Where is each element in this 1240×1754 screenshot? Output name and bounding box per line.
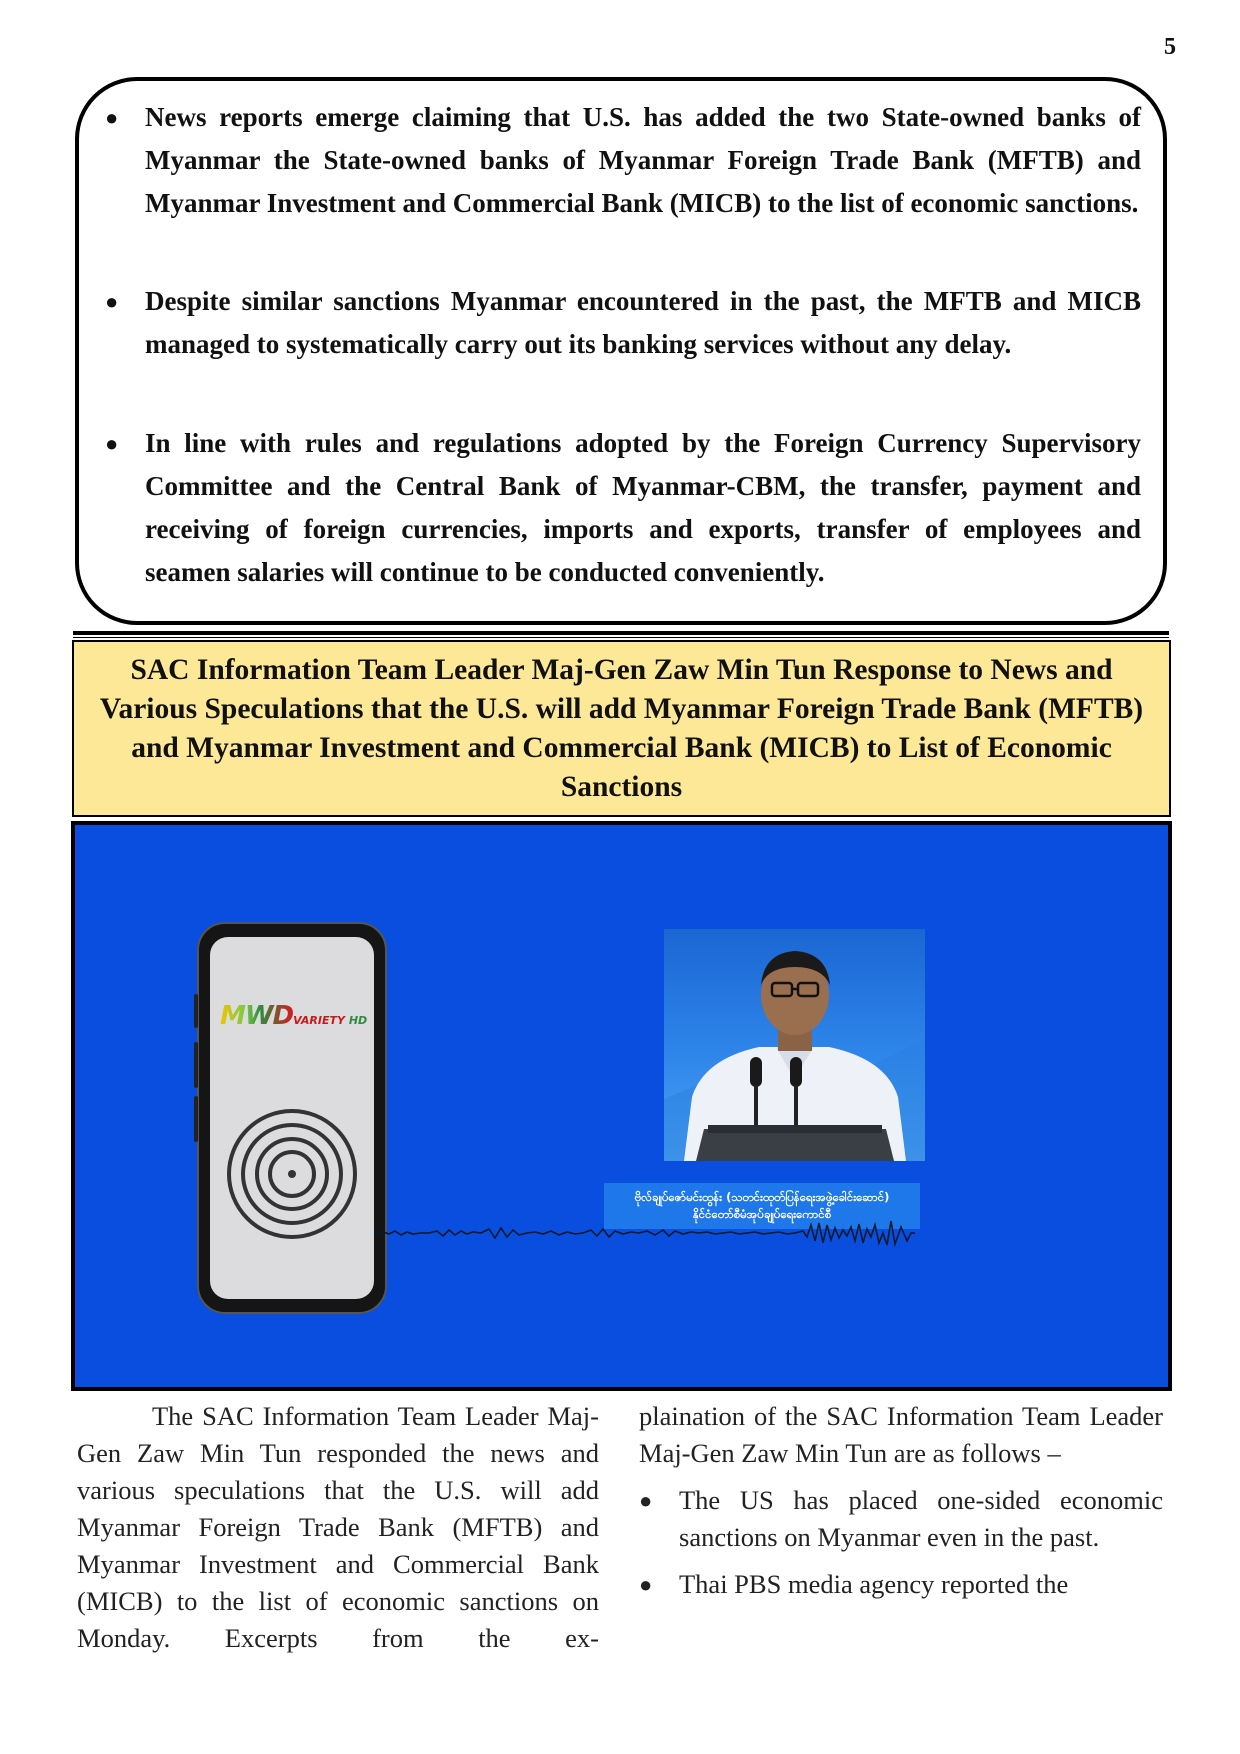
summary-item bbox=[105, 280, 1141, 366]
article-bullet-text: The US has placed one-sided economic sanctions on Myanmar even in the past. bbox=[679, 1485, 1163, 1552]
phone-illustration bbox=[197, 922, 387, 1314]
summary-item-text: In line with rules and regulations adopted by the Foreign Currency Supervisory Committee and the Central Bank of Myanmar-CBM, the transfer, payment and receiving of foreign currencies, imports and exports, transfer of employees and seamen salaries will continue to be conducted conveniently. bbox=[145, 428, 1141, 587]
audio-rings-icon bbox=[225, 1107, 359, 1241]
article-body bbox=[77, 1398, 1165, 1658]
phone-side-button bbox=[194, 1096, 198, 1142]
section-divider bbox=[73, 631, 1169, 635]
logo-mark: MWD bbox=[220, 1001, 294, 1031]
logo-subtitle: VARIETY HD bbox=[293, 1014, 368, 1027]
news-image bbox=[71, 821, 1172, 1391]
article-paragraph: plaination of the SAC Information Team Leader Maj-Gen Zaw Min Tun are as follows – bbox=[639, 1401, 1163, 1468]
article-bullet-item bbox=[639, 1566, 1163, 1603]
bullet-icon: ● bbox=[105, 105, 119, 130]
bullet-icon: ● bbox=[105, 289, 119, 314]
section-divider-thin bbox=[73, 637, 1169, 638]
tv-channel-logo bbox=[220, 1001, 367, 1031]
article-bullet-text: Thai PBS media agency reported the bbox=[679, 1569, 1069, 1599]
summary-item bbox=[105, 422, 1141, 594]
bullet-icon: ● bbox=[639, 1572, 653, 1597]
article-column-left bbox=[77, 1398, 599, 1657]
caption-line: နိုင်ငံတော်စီမံအုပ်ချုပ်ရေးကောင်စီ bbox=[692, 1207, 832, 1221]
summary-item-text: Despite similar sanctions Myanmar encountered in the past, the MFTB and MICB managed to systematically carry out its banking services without any delay. bbox=[145, 286, 1141, 359]
headline-box bbox=[72, 640, 1171, 817]
summary-box bbox=[75, 77, 1167, 625]
caption-line: ဗိုလ်ချုပ်ဇော်မင်းထွန်း (သတင်းထုတ်ပြန်ရေးအဖွဲ့ခေါင်းဆောင်) bbox=[634, 1190, 890, 1204]
page-number: 5 bbox=[1164, 34, 1176, 60]
summary-item-text: News reports emerge claiming that U.S. has added the two State-owned banks of Myanmar the State-owned banks of Myanmar Foreign Trade Bank (MFTB) and Myanmar Investment and Commercial Bank (MICB) to the list of economic sanctions. bbox=[145, 102, 1141, 218]
bullet-icon: ● bbox=[639, 1488, 653, 1513]
speaker-photo bbox=[664, 929, 925, 1161]
article-bullet-list bbox=[639, 1482, 1163, 1603]
headline: SAC Information Team Leader Maj-Gen Zaw Min Tun Response to News and Various Speculations that the U.S. will add Myanmar Foreign Trade Bank (MFTB) and Myanmar Investment and Commercial Bank (MICB) to List of Economic Sanctions bbox=[99, 653, 1144, 803]
article-paragraph: The SAC Information Team Leader Maj-Gen Zaw Min Tun responded the news and various speculations that the U.S. will add Myanmar Foreign Trade Bank (MFTB) and Myanmar Investment and Commercial Bank (MICB) to the list of economic sanctions on Monday. Excerpts from the ex- bbox=[77, 1401, 599, 1653]
article-column-right bbox=[639, 1398, 1163, 1603]
phone-side-button bbox=[194, 994, 198, 1028]
article-bullet-item bbox=[639, 1482, 1163, 1556]
summary-item bbox=[105, 96, 1141, 225]
speaker-illustration bbox=[664, 929, 925, 1161]
bullet-icon: ● bbox=[105, 431, 119, 456]
phone-screen bbox=[210, 937, 374, 1299]
phone-side-button bbox=[194, 1042, 198, 1088]
audio-waveform bbox=[375, 1203, 915, 1263]
